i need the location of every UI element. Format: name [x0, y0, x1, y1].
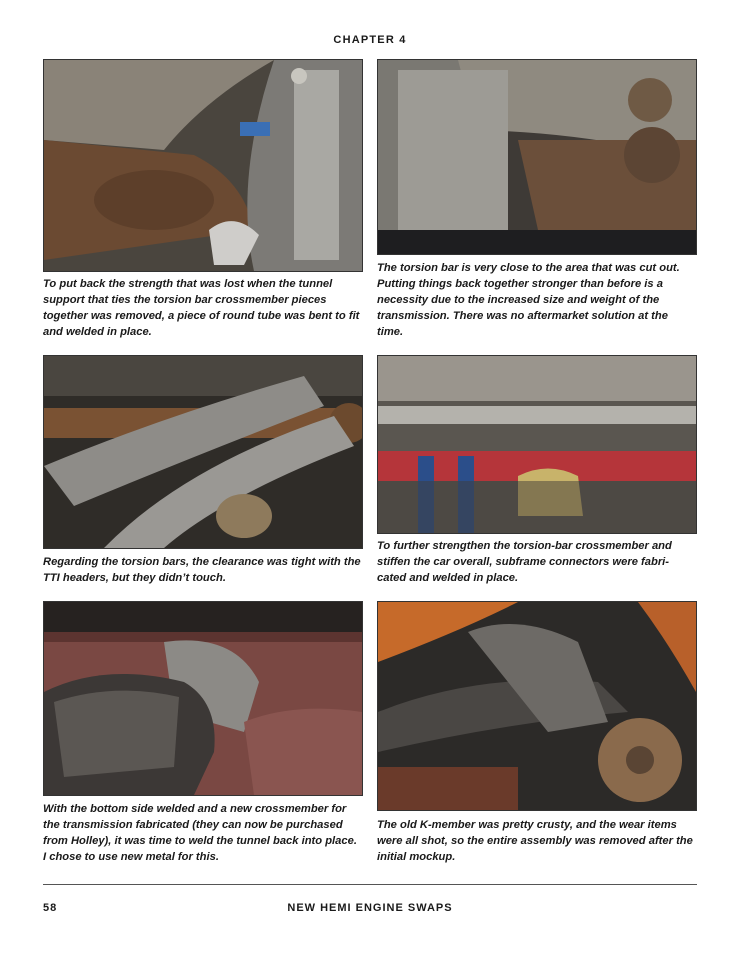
- torsion-bar-closeup-photo: [377, 59, 697, 255]
- torsion-tunnel-photo: [43, 59, 363, 272]
- running-footer-title: NEW HEMI ENGINE SWAPS: [287, 902, 453, 914]
- headers-clearance-photo: [43, 355, 363, 549]
- tunnel-weld-photo: [43, 601, 363, 796]
- k-member-photo: [377, 601, 697, 811]
- photo-4-caption: To further strengthen the torsion-bar crossmember and stiffen the car overall, subframe connectors were fabri-cated and welded in place.: [377, 540, 672, 584]
- subframe-connectors-photo: [377, 355, 697, 534]
- page-number: 58: [43, 902, 58, 914]
- photo-2-caption: The torsion bar is very close to the area that was cut out. Putting things back together stronger than before is a necessity due to the increased size and weight of the transmission. There was no aftermarket solution at the time.: [377, 262, 680, 338]
- chapter-heading: CHAPTER 4: [333, 34, 407, 46]
- photo-6-caption: The old K-member was pretty crusty, and the wear items were all shot, so the entire assembly was removed after the initial mockup.: [377, 819, 693, 863]
- photo-1-caption: To put back the strength that was lost when the tunnel support that ties the torsion bar crossmember pieces together was removed, a piece of round tube was bent to fit and welded in place.: [43, 278, 360, 338]
- photo-3-caption: Regarding the torsion bars, the clearance was tight with the TTI headers, but they didn’t touch.: [43, 556, 361, 584]
- photo-5-caption: With the bottom side welded and a new crossmember for the transmission fabricated (they can now be purchased from Holley), it was time to weld the tunnel back into place. I chose to use new metal for this.: [43, 803, 357, 863]
- footer-rule: [43, 884, 697, 885]
